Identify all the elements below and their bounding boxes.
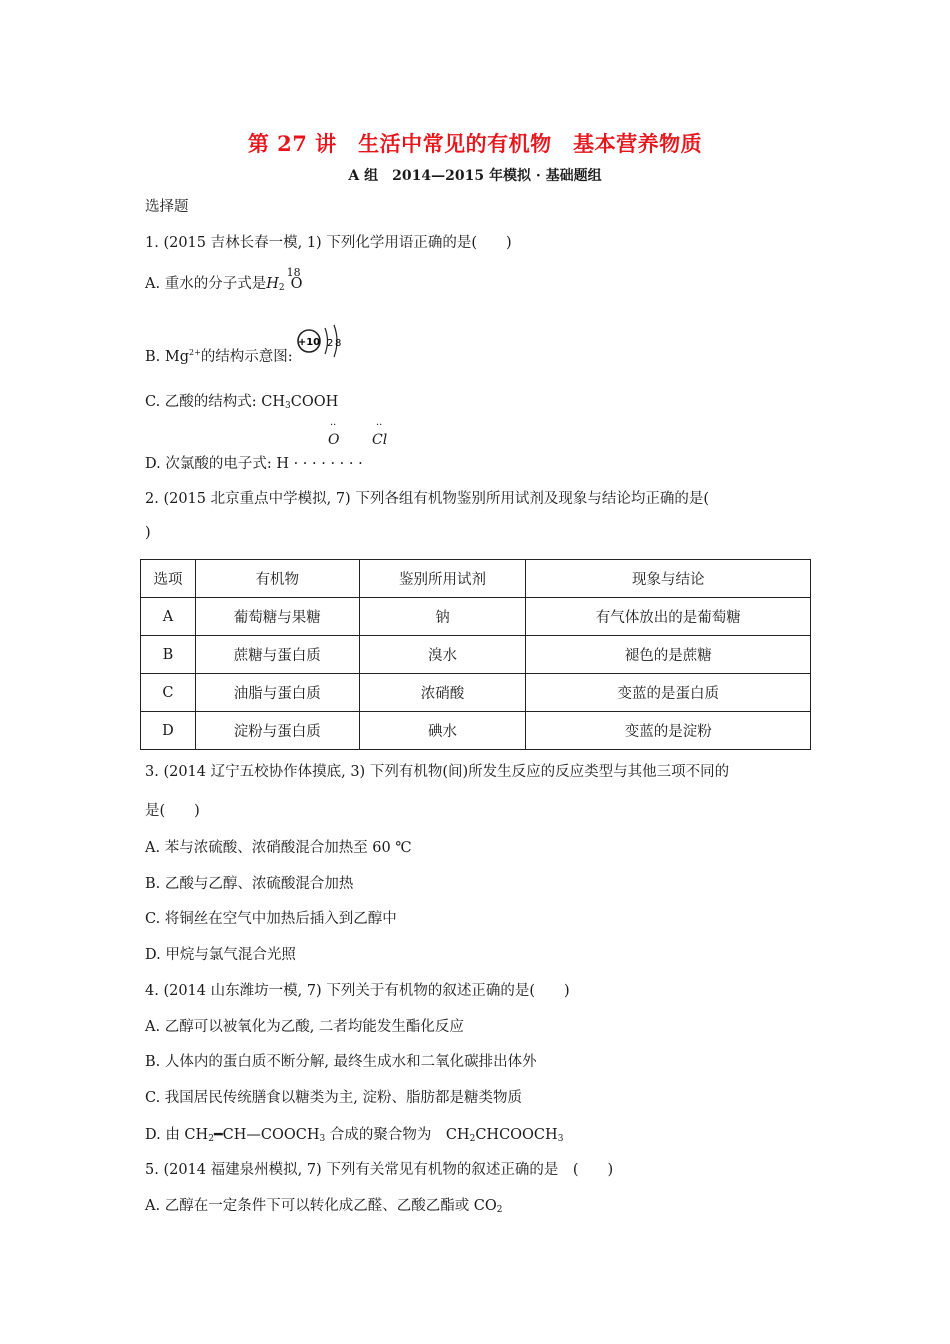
q2-stem-line1: 2. (2015 北京重点中学模拟, 7) 下列各组有机物鉴别所用试剂及现象与结论均正确的是(: [145, 491, 709, 507]
nucleus-charge: +10: [297, 337, 321, 348]
q5-option-a-sub: 2: [496, 1205, 503, 1215]
table-cell: 变蓝的是淀粉: [526, 712, 811, 750]
table-header-row: [141, 560, 811, 598]
q4-d-sub: 3: [557, 1134, 564, 1144]
q5-option-a: [145, 1194, 503, 1215]
table-cell: 钠: [359, 598, 526, 636]
table-cell: 碘水: [359, 712, 526, 750]
q1-option-c-text: C. 乙酸的结构式: CH: [145, 394, 286, 410]
q2-stem-line2: ): [145, 525, 151, 541]
q1-option-c-sub: 3: [285, 401, 291, 411]
q4-option-b: B. 人体内的蛋白质不断分解, 最终生成水和二氧化碳排出体外: [145, 1054, 537, 1070]
table-cell: 浓硝酸: [359, 674, 526, 712]
q1-option-b-charge: 2+: [189, 348, 201, 357]
q4-option-c: C. 我国居民传统膳食以糖类为主, 淀粉、脂肪都是糖类物质: [145, 1090, 523, 1106]
q3-option-b: B. 乙酸与乙醇、浓硫酸混合加热: [145, 876, 354, 892]
table-row: [141, 674, 811, 712]
q1-option-b-prefix: B. Mg: [145, 349, 190, 365]
q1-option-b: [145, 345, 293, 366]
q4-option-d: [145, 1123, 563, 1144]
q1-option-a: [145, 266, 303, 293]
table-cell: 有气体放出的是葡萄糖: [526, 598, 811, 636]
q3-stem-line2: 是( ): [145, 803, 200, 819]
q3-stem-line1: 3. (2014 辽宁五校协作体摸底, 3) 下列有机物(间)所发生反应的反应类型与其他三项不同的: [145, 764, 730, 780]
table-header-cell: 鉴别所用试剂: [359, 560, 526, 598]
cl-lone-pair: ··: [376, 420, 383, 431]
q1-stem: 1. (2015 吉林长春一模, 1) 下列化学用语正确的是( ): [145, 235, 512, 251]
o-lone-pair: ··: [330, 420, 337, 431]
table-header-cell: 现象与结论: [526, 560, 811, 598]
q4-d-sub: 2: [208, 1134, 214, 1144]
table-cell: 淀粉与蛋白质: [195, 712, 359, 750]
table-header-cell: 选项: [141, 560, 196, 598]
q4-d-part: CHCOOCH: [475, 1127, 558, 1143]
table-row: [141, 636, 811, 674]
q5-option-a-text: A. 乙醇在一定条件下可以转化成乙醛、乙酸乙酯或 CO: [145, 1198, 497, 1214]
table-cell: D: [141, 712, 196, 750]
section-heading: 选择题: [145, 199, 189, 215]
q1-formula-sup: 18: [286, 266, 301, 279]
q4-d-sub: 3: [319, 1134, 326, 1144]
table-row: [141, 712, 811, 750]
q1-option-d: D. 次氯酸的电子式: H · · · · · · · ·: [145, 456, 363, 472]
q3-option-c: C. 将铜丝在空气中加热后插入到乙醇中: [145, 911, 397, 927]
q1-formula-o: O: [290, 276, 303, 292]
q1-formula-sub: 2: [278, 283, 285, 293]
q4-stem: 4. (2014 山东潍坊一模, 7) 下列关于有机物的叙述正确的是( ): [145, 983, 570, 999]
q4-d-part: ━CH—COOCH: [213, 1127, 320, 1143]
table-cell: A: [141, 598, 196, 636]
shell-electrons-1: 2: [327, 338, 334, 349]
q1-formula-h: H: [266, 276, 279, 292]
q3-option-a: A. 苯与浓硫酸、浓硝酸混合加热至 60 ℃: [145, 840, 412, 856]
q3-option-d: D. 甲烷与氯气混合光照: [145, 947, 296, 963]
q4-option-a: A. 乙醇可以被氧化为乙酸, 二者均能发生酯化反应: [145, 1019, 464, 1035]
shell-electrons-2: 8: [335, 338, 342, 349]
table-cell: B: [141, 636, 196, 674]
q1-option-c: [145, 390, 338, 411]
table-cell: C: [141, 674, 196, 712]
q4-d-part: D. 由 CH: [145, 1127, 209, 1143]
cl-atom-label: Cl: [372, 432, 388, 448]
table-cell: 蔗糖与蛋白质: [195, 636, 359, 674]
table-cell: 油脂与蛋白质: [195, 674, 359, 712]
q2-table: [140, 559, 811, 750]
q5-stem: 5. (2014 福建泉州模拟, 7) 下列有关常见有机物的叙述正确的是 ( ): [145, 1162, 614, 1178]
atom-structure-diagram: [296, 322, 346, 360]
q4-d-sub: 2: [469, 1134, 476, 1144]
table-cell: 溴水: [359, 636, 526, 674]
q1-option-a-text: A. 重水的分子式是: [145, 276, 267, 292]
q4-d-part: 合成的聚合物为 CH: [325, 1127, 470, 1143]
q1-option-c-suffix: COOH: [290, 394, 339, 410]
page-title: 第 27 讲 生活中常见的有机物 基本营养物质: [247, 131, 703, 156]
table-cell: 变蓝的是蛋白质: [526, 674, 811, 712]
table-row: [141, 598, 811, 636]
q1-option-b-suffix: 的结构示意图:: [200, 349, 293, 365]
page-subtitle: A 组 2014—2015 年模拟 · 基础题组: [348, 168, 602, 184]
table-cell: 褪色的是蔗糖: [526, 636, 811, 674]
table-header-cell: 有机物: [195, 560, 359, 598]
o-atom-label: O: [328, 432, 340, 448]
table-cell: 葡萄糖与果糖: [195, 598, 359, 636]
